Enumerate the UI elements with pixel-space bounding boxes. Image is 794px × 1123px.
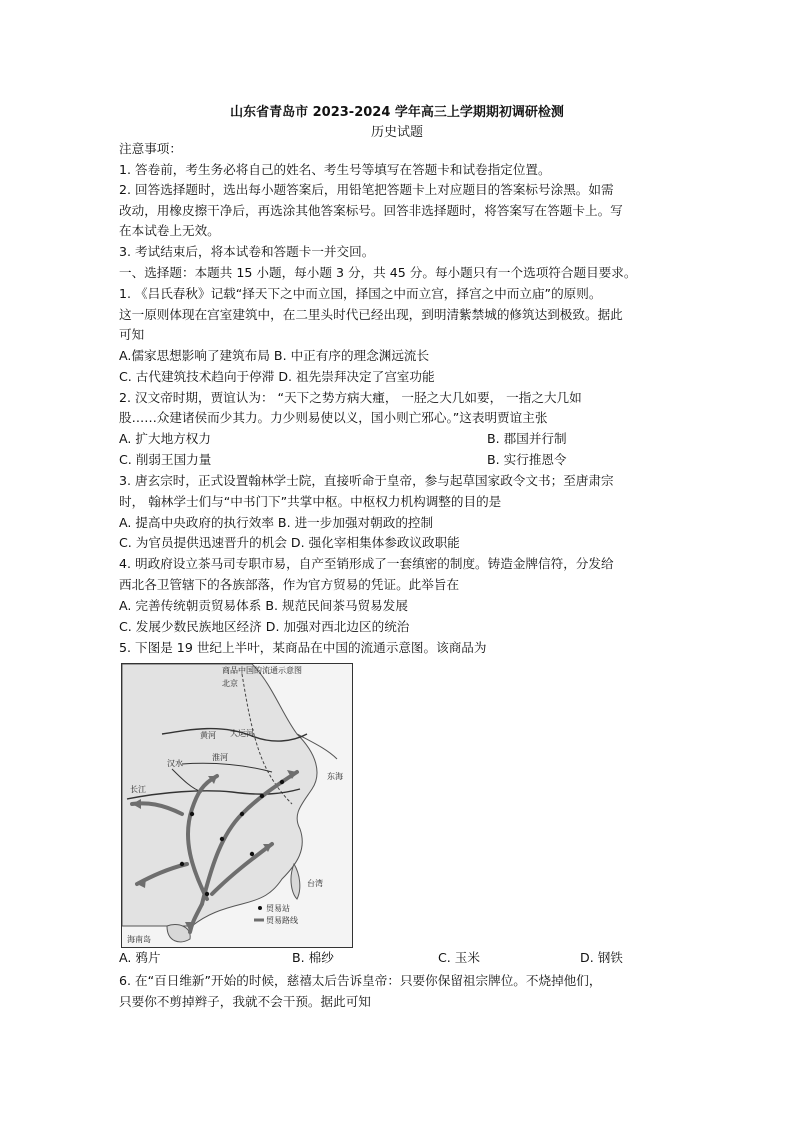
map-label-beijing: 北京 — [222, 679, 238, 688]
section-heading: 一、选择题：本题共 15 小题，每小题 3 分，共 45 分。每小题只有一个选项符合题目要求。 — [119, 265, 637, 280]
trade-station-dot — [190, 812, 194, 816]
q3-options-ab: A. 提高中央政府的执行效率 B. 进一步加强对朝政的控制 — [119, 515, 434, 530]
q4-options-ab: A. 完善传统朝贡贸易体系 B. 规范民间茶马贸易发展 — [119, 598, 408, 613]
page-title: 山东省青岛市 2023-2024 学年高三上学期期初调研检测 — [230, 105, 564, 120]
map-label-hanshui: 汉水 — [167, 759, 183, 768]
q2-option-a: A. 扩大地方权力 — [119, 431, 211, 446]
trade-route-map — [121, 663, 353, 948]
q6-line-1: 6. 在“百日维新”开始的时候，慈禧太后告诉皇帝：只要你保留祖宗牌位。不烧掉他们， — [119, 973, 602, 988]
notice-heading: 注意事项： — [119, 141, 182, 156]
q5-option-c: C. 玉米 — [438, 950, 480, 965]
q2-line-2: 股……众建诸侯而少其力。力少则易使以义，国小则亡邪心。”这表明贾谊主张 — [119, 410, 548, 425]
q5-option-d: D. 钢铁 — [580, 950, 623, 965]
q1-line-3: 可知 — [119, 327, 145, 342]
q2-option-d: B. 实行推恩令 — [487, 452, 567, 467]
q4-line-1: 4. 明政府设立茶马司专职市易，自产至销形成了一套缜密的制度。铸造金牌信符，分发给 — [119, 556, 614, 571]
q1-line-1: 1. 《吕氏春秋》记载“择天下之中而立国，择国之中而立宫，择宫之中而立庙”的原则。 — [119, 286, 602, 301]
trade-station-dot — [250, 852, 254, 856]
map-label-donghai: 东海 — [327, 772, 343, 781]
notice-item-2-line-2: 改动，用橡皮擦干净后，再选涂其他答案标号。回答非选择题时，将答案写在答题卡上。写 — [119, 203, 623, 218]
trade-station-dot — [205, 892, 209, 896]
map-svg — [122, 664, 352, 947]
q5-line-1: 5. 下图是 19 世纪上半叶，某商品在中国的流通示意图。该商品为 — [119, 640, 487, 655]
notice-item-2-line-3: 在本试卷上无效。 — [119, 223, 220, 238]
q1-options-ab: A.儒家思想影响了建筑布局 B. 中正有序的理念渊远流长 — [119, 348, 430, 363]
q5-option-b: B. 棉纱 — [292, 950, 334, 965]
q5-option-a: A. 鸦片 — [119, 950, 161, 965]
map-label-huanghe: 黄河 — [200, 731, 216, 740]
trade-station-dot — [220, 837, 224, 841]
notice-item-1: 1. 答卷前，考生务必将自己的姓名、考生号等填写在答题卡和试卷指定位置。 — [119, 162, 551, 177]
q4-options-cd: C. 发展少数民族地区经济 D. 加强对西北边区的统治 — [119, 619, 410, 634]
legend-station-dot — [258, 906, 262, 910]
map-label-top: 商品中国的流通示意图 — [222, 666, 302, 675]
trade-station-dot — [260, 794, 264, 798]
map-label-dayunhe: 大运河 — [230, 729, 254, 738]
q1-options-cd: C. 古代建筑技术趋向于停滞 D. 祖先崇拜决定了宫室功能 — [119, 369, 435, 384]
q3-options-cd: C. 为官员提供迅速晋升的机会 D. 强化宰相集体参政议政职能 — [119, 535, 460, 550]
notice-item-3: 3. 考试结束后，将本试卷和答题卡一并交回。 — [119, 244, 375, 259]
map-label-huaihe: 淮河 — [212, 753, 228, 762]
q4-line-2: 西北各卫管辖下的各族部落，作为官方贸易的凭证。此举旨在 — [119, 577, 460, 592]
legend-route-label: 贸易路线 — [266, 916, 298, 925]
trade-station-dot — [240, 812, 244, 816]
map-label-taiwan: 台湾 — [307, 879, 323, 888]
q2-line-1: 2. 汉文帝时期，贾谊认为： “天下之势方病大瘇， 一胫之大几如要， 一指之大几如 — [119, 390, 582, 405]
q2-option-b: B. 郡国并行制 — [487, 431, 567, 446]
q1-line-2: 这一原则体现在宫室建筑中，在二里头时代已经出现，到明清紫禁城的修筑达到极致。据此 — [119, 307, 623, 322]
q3-line-2: 时， 翰林学士们与“中书门下”共掌中枢。中枢权力机构调整的目的是 — [119, 494, 502, 509]
q3-line-1: 3. 唐玄宗时，正式设置翰林学士院，直接听命于皇帝，参与起草国家政令文书；至唐肃宗 — [119, 473, 614, 488]
map-label-changjiang: 长江 — [130, 785, 146, 794]
legend-station-label: 贸易站 — [266, 904, 290, 913]
trade-station-dot — [180, 862, 184, 866]
page-subtitle: 历史试题 — [370, 125, 423, 140]
q2-option-c: C. 削弱王国力量 — [119, 452, 212, 467]
trade-station-dot — [280, 780, 284, 784]
map-label-hainan: 海南岛 — [127, 935, 151, 944]
q6-line-2: 只要你不剪掉辫子，我就不会干预。据此可知 — [119, 994, 371, 1009]
notice-item-2-line-1: 2. 回答选择题时，选出每小题答案后，用铅笔把答题卡上对应题目的答案标号涂黑。如需 — [119, 182, 614, 197]
